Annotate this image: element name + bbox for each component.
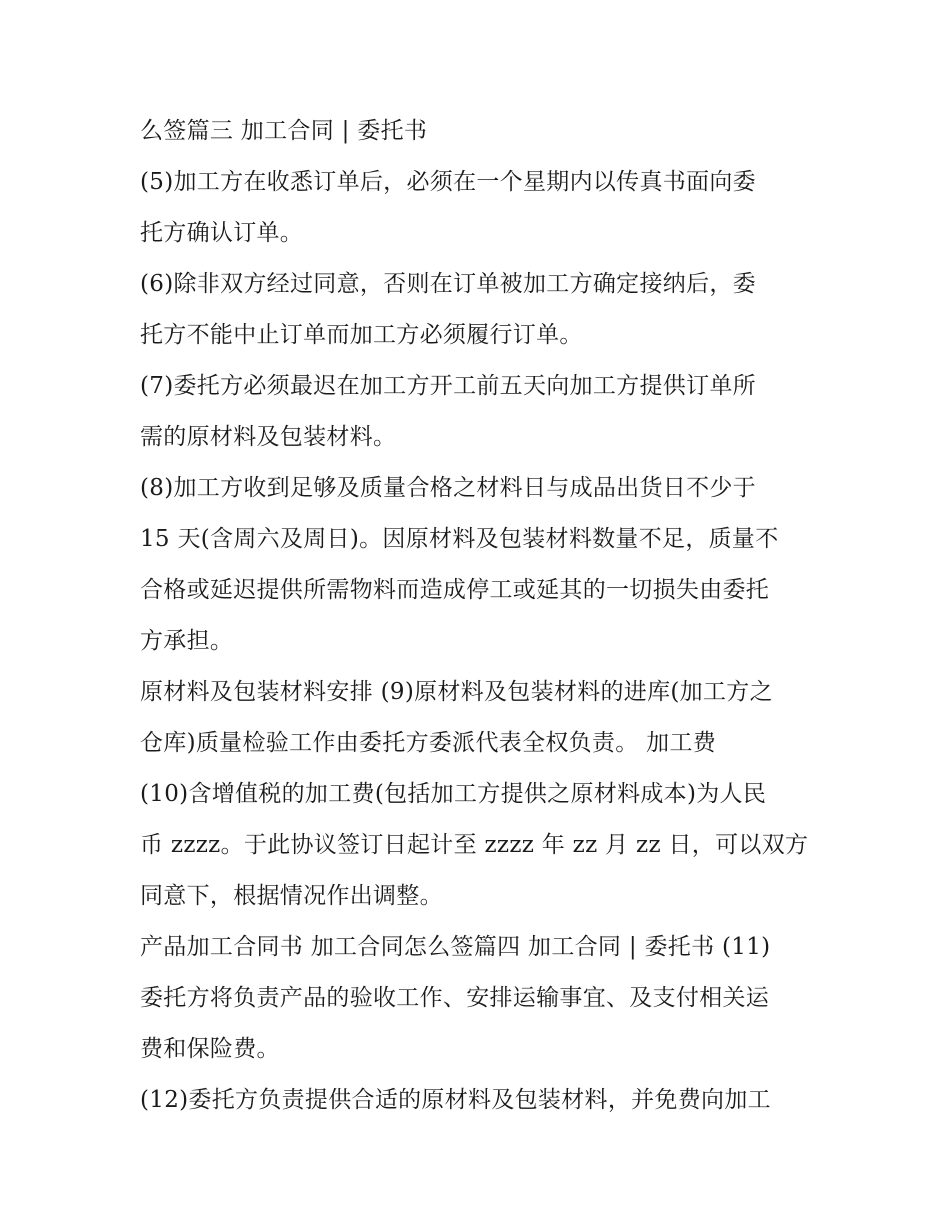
text-line: 15 天(含周六及周日)。因原材料及包装材料数量不足，质量不 bbox=[140, 526, 779, 552]
text-line: 仓库)质量检验工作由委托方委派代表全权负责。 加工费 bbox=[140, 730, 717, 756]
document-body bbox=[140, 106, 820, 1126]
text-line: (12)委托方负责提供合适的原材料及包装材料，并免费向加工 bbox=[140, 1087, 771, 1113]
text-line: (6)除非双方经过同意，否则在订单被加工方确定接纳后，委 bbox=[140, 271, 756, 297]
text-line: 产品加工合同书 加工合同怎么签篇四 加工合同 | 委托书 (11) bbox=[140, 934, 771, 960]
text-line: (7)委托方必须最迟在加工方开工前五天向加工方提供订单所 bbox=[140, 373, 756, 399]
text-line: 托方不能中止订单而加工方必须履行订单。 bbox=[140, 322, 583, 348]
text-line: 需的原材料及包装材料。 bbox=[140, 424, 397, 450]
text-line: (8)加工方收到足够及质量合格之材料日与成品出货日不少于 bbox=[140, 475, 756, 501]
text-line: 币 zzzz。于此协议签订日起计至 zzzz 年 zz 月 zz 日，可以双方 bbox=[140, 832, 809, 858]
text-line: 么签篇三 加工合同 | 委托书 bbox=[140, 118, 428, 144]
text-line: 委托方将负责产品的验收工作、安排运输事宜、及支付相关运 bbox=[140, 985, 770, 1011]
text-line: (10)含增值税的加工费(包括加工方提供之原材料成本)为人民 bbox=[140, 781, 767, 807]
text-line: 方承担。 bbox=[140, 628, 234, 654]
text-line: 费和保险费。 bbox=[140, 1036, 280, 1062]
text-line: 合格或延迟提供所需物料而造成停工或延其的一切损失由委托 bbox=[140, 577, 770, 603]
text-line: 托方确认订单。 bbox=[140, 220, 304, 246]
text-line: (5)加工方在收悉订单后，必须在一个星期内以传真书面向委 bbox=[140, 169, 756, 195]
text-line: 同意下，根据情况作出调整。 bbox=[140, 883, 443, 909]
text-line: 原材料及包装材料安排 (9)原材料及包装材料的进库(加工方之 bbox=[140, 679, 773, 705]
